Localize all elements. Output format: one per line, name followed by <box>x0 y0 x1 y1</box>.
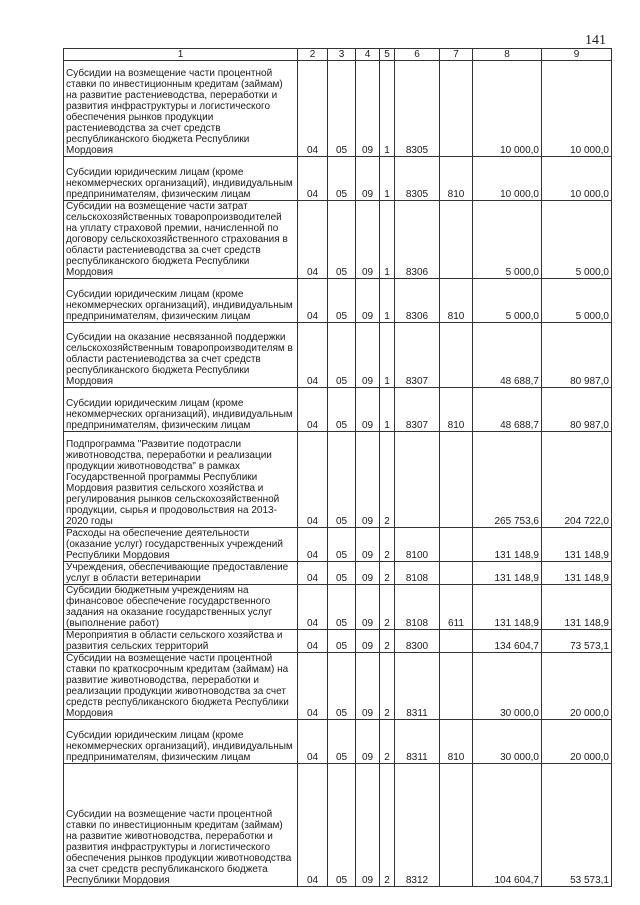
row-description: Субсидии на возмещение части процентной ставки по краткосрочным кредитам (займам) на развитие животноводства, переработки и реализации продукции животноводства за счет средств республиканского бюджета Республики Мордовия <box>64 653 298 720</box>
row-description: Субсидии на оказание несвязанной поддержки сельскохозяйственным товаропроизводителям в области растениеводства за счет средств республиканского бюджета Республики Мордовия <box>64 323 298 388</box>
amount-col8: 5 000,0 <box>473 201 542 279</box>
expense-type-code <box>440 61 473 157</box>
column-header: 1 <box>64 49 298 61</box>
amount-col8: 131 148,9 <box>473 562 542 585</box>
amount-col8: 10 000,0 <box>473 61 542 157</box>
subprogram-code: 2 <box>380 630 395 653</box>
expense-type-code: 810 <box>440 157 473 201</box>
subprogram-code: 1 <box>380 323 395 388</box>
column-header: 3 <box>328 49 356 61</box>
subprogram-code: 2 <box>380 585 395 630</box>
section-code: 04 <box>298 630 328 653</box>
subsection-code: 05 <box>328 388 356 432</box>
subprogram-code: 2 <box>380 653 395 720</box>
amount-col9: 5 000,0 <box>542 201 612 279</box>
table-row <box>64 562 612 585</box>
program-code: 09 <box>356 388 380 432</box>
subsection-code: 05 <box>328 653 356 720</box>
column-header: 5 <box>380 49 395 61</box>
expense-type-code: 810 <box>440 720 473 764</box>
section-code: 04 <box>298 585 328 630</box>
amount-col9: 53 573,1 <box>542 764 612 887</box>
section-code: 04 <box>298 528 328 562</box>
target-code: 8306 <box>395 279 440 323</box>
amount-col8: 134 604,7 <box>473 630 542 653</box>
section-code: 04 <box>298 562 328 585</box>
amount-col9: 131 148,9 <box>542 528 612 562</box>
section-code: 04 <box>298 432 328 528</box>
amount-col8: 104 604,7 <box>473 764 542 887</box>
amount-col8: 265 753,6 <box>473 432 542 528</box>
subprogram-code: 2 <box>380 432 395 528</box>
subprogram-code: 1 <box>380 279 395 323</box>
expense-type-code: 810 <box>440 279 473 323</box>
row-description: Мероприятия в области сельского хозяйства и развития сельских территорий <box>64 630 298 653</box>
amount-col8: 30 000,0 <box>473 720 542 764</box>
table-row <box>64 388 612 432</box>
amount-col9: 20 000,0 <box>542 653 612 720</box>
target-code: 8108 <box>395 562 440 585</box>
program-code: 09 <box>356 157 380 201</box>
amount-col8: 131 148,9 <box>473 528 542 562</box>
column-header: 2 <box>298 49 328 61</box>
row-description: Субсидии юридическим лицам (кроме некоммерческих организаций), индивидуальным предпринимателям, физическим лицам <box>64 157 298 201</box>
column-header: 6 <box>395 49 440 61</box>
table-row <box>64 653 612 720</box>
program-code: 09 <box>356 562 380 585</box>
amount-col9: 10 000,0 <box>542 61 612 157</box>
row-description: Субсидии на возмещение части процентной ставки по инвестиционным кредитам (займам) на развитие растениеводства, переработки и развития инфраструктуры и логистического обеспечения рынков продукции растениеводства за счет средств республиканского бюджета Республики Мордовия <box>64 61 298 157</box>
target-code: 8307 <box>395 388 440 432</box>
subsection-code: 05 <box>328 157 356 201</box>
program-code: 09 <box>356 528 380 562</box>
subsection-code: 05 <box>328 528 356 562</box>
section-code: 04 <box>298 764 328 887</box>
row-description: Подпрограмма "Развитие подотрасли животноводства, переработки и реализации продукции животноводства" в рамках Государственной программы Республики Мордовия развития сельского хозяйства и регулирования рынков сельскохозяйственной продукции, сырья и продовольствия на 2013-2020 годы <box>64 432 298 528</box>
subprogram-code: 1 <box>380 388 395 432</box>
target-code: 8311 <box>395 720 440 764</box>
table-header-row <box>64 49 612 61</box>
table-row <box>64 630 612 653</box>
subsection-code: 05 <box>328 585 356 630</box>
expense-type-code <box>440 528 473 562</box>
column-header: 8 <box>473 49 542 61</box>
table-row <box>64 157 612 201</box>
amount-col9: 131 148,9 <box>542 585 612 630</box>
amount-col9: 80 987,0 <box>542 323 612 388</box>
amount-col9: 80 987,0 <box>542 388 612 432</box>
table-row <box>64 585 612 630</box>
program-code: 09 <box>356 201 380 279</box>
amount-col8: 48 688,7 <box>473 388 542 432</box>
page-number: 141 <box>585 33 606 48</box>
amount-col8: 10 000,0 <box>473 157 542 201</box>
table-row <box>64 432 612 528</box>
program-code: 09 <box>356 279 380 323</box>
amount-col9: 5 000,0 <box>542 279 612 323</box>
table-row <box>64 528 612 562</box>
subprogram-code: 2 <box>380 528 395 562</box>
section-code: 04 <box>298 720 328 764</box>
subprogram-code: 2 <box>380 764 395 887</box>
target-code: 8311 <box>395 653 440 720</box>
row-description: Субсидии на возмещение части процентной ставки по инвестиционным кредитам (займам) на развитие животноводства, переработки и развития инфраструктуры и логистического обеспечения рынков продукции животноводства за счет средств республиканского бюджета Республики Мордовия <box>64 764 298 887</box>
row-description: Субсидии юридическим лицам (кроме некоммерческих организаций), индивидуальным предпринимателям, физическим лицам <box>64 279 298 323</box>
target-code: 8305 <box>395 61 440 157</box>
expense-type-code <box>440 562 473 585</box>
column-header: 9 <box>542 49 612 61</box>
row-description: Учреждения, обеспечивающие предоставление услуг в области ветеринарии <box>64 562 298 585</box>
program-code: 09 <box>356 432 380 528</box>
subsection-code: 05 <box>328 720 356 764</box>
amount-col8: 30 000,0 <box>473 653 542 720</box>
target-code: 8300 <box>395 630 440 653</box>
amount-col8: 48 688,7 <box>473 323 542 388</box>
program-code: 09 <box>356 61 380 157</box>
subprogram-code: 2 <box>380 720 395 764</box>
target-code <box>395 432 440 528</box>
program-code: 09 <box>356 653 380 720</box>
target-code: 8307 <box>395 323 440 388</box>
subsection-code: 05 <box>328 562 356 585</box>
expense-type-code <box>440 630 473 653</box>
subsection-code: 05 <box>328 630 356 653</box>
expense-type-code: 611 <box>440 585 473 630</box>
section-code: 04 <box>298 279 328 323</box>
section-code: 04 <box>298 653 328 720</box>
amount-col8: 131 148,9 <box>473 585 542 630</box>
section-code: 04 <box>298 157 328 201</box>
section-code: 04 <box>298 388 328 432</box>
expense-type-code <box>440 432 473 528</box>
table-row <box>64 279 612 323</box>
target-code: 8312 <box>395 764 440 887</box>
table-row <box>64 764 612 887</box>
subprogram-code: 1 <box>380 201 395 279</box>
column-header: 4 <box>356 49 380 61</box>
amount-col8: 5 000,0 <box>473 279 542 323</box>
subsection-code: 05 <box>328 201 356 279</box>
program-code: 09 <box>356 585 380 630</box>
section-code: 04 <box>298 61 328 157</box>
subprogram-code: 2 <box>380 562 395 585</box>
expense-type-code <box>440 653 473 720</box>
target-code: 8306 <box>395 201 440 279</box>
expense-type-code <box>440 764 473 887</box>
table-row <box>64 323 612 388</box>
program-code: 09 <box>356 323 380 388</box>
target-code: 8108 <box>395 585 440 630</box>
section-code: 04 <box>298 323 328 388</box>
amount-col9: 10 000,0 <box>542 157 612 201</box>
amount-col9: 73 573,1 <box>542 630 612 653</box>
budget-table <box>63 48 612 887</box>
table-row <box>64 201 612 279</box>
amount-col9: 131 148,9 <box>542 562 612 585</box>
section-code: 04 <box>298 201 328 279</box>
subsection-code: 05 <box>328 323 356 388</box>
amount-col9: 20 000,0 <box>542 720 612 764</box>
row-description: Расходы на обеспечение деятельности (оказание услуг) государственных учреждений Республики Мордовия <box>64 528 298 562</box>
expense-type-code <box>440 201 473 279</box>
row-description: Субсидии бюджетным учреждениям на финансовое обеспечение государственного задания на оказание государственных услуг (выполнение работ) <box>64 585 298 630</box>
subsection-code: 05 <box>328 764 356 887</box>
column-header: 7 <box>440 49 473 61</box>
row-description: Субсидии юридическим лицам (кроме некоммерческих организаций), индивидуальным предпринимателям, физическим лицам <box>64 388 298 432</box>
target-code: 8100 <box>395 528 440 562</box>
program-code: 09 <box>356 720 380 764</box>
target-code: 8305 <box>395 157 440 201</box>
subprogram-code: 1 <box>380 61 395 157</box>
expense-type-code <box>440 323 473 388</box>
program-code: 09 <box>356 764 380 887</box>
row-description: Субсидии на возмещение части затрат сельскохозяйственных товаропроизводителей на уплату страховой премии, начисленной по договору сельскохозяйственного страхования в области растениеводства за счет средств республиканского бюджета Республики Мордовия <box>64 201 298 279</box>
subsection-code: 05 <box>328 61 356 157</box>
expense-type-code: 810 <box>440 388 473 432</box>
table-row <box>64 720 612 764</box>
amount-col9: 204 722,0 <box>542 432 612 528</box>
subsection-code: 05 <box>328 279 356 323</box>
program-code: 09 <box>356 630 380 653</box>
subprogram-code: 1 <box>380 157 395 201</box>
row-description: Субсидии юридическим лицам (кроме некоммерческих организаций), индивидуальным предпринимателям, физическим лицам <box>64 720 298 764</box>
subsection-code: 05 <box>328 432 356 528</box>
table-row <box>64 61 612 157</box>
